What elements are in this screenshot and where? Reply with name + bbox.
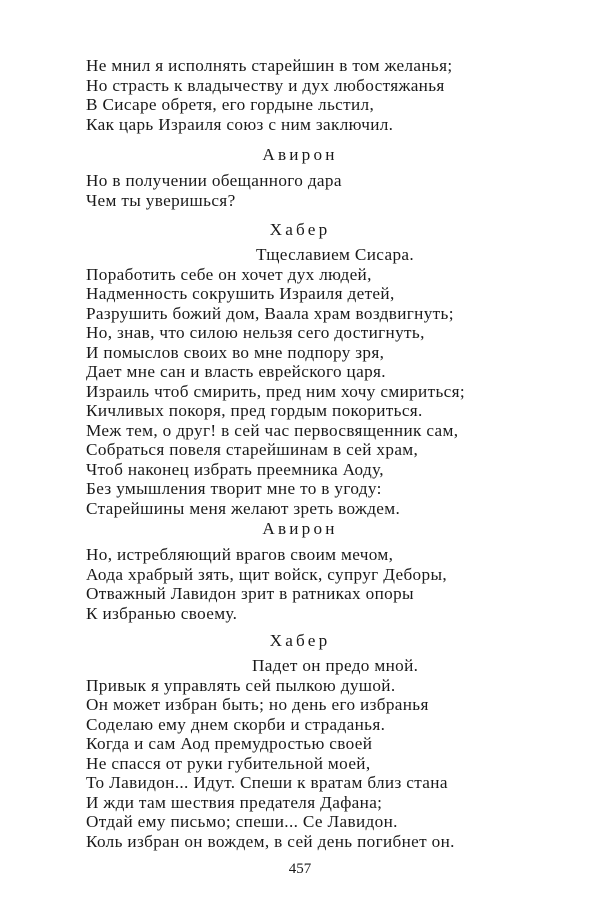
verse-line: И помыслов своих во мне подпору зря, bbox=[86, 342, 385, 362]
verse-line: Чем ты уверишься? bbox=[86, 190, 236, 210]
verse-line: Как царь Израиля союз с ним заключил. bbox=[86, 114, 394, 134]
verse-line: Соделаю ему днем скорби и страданья. bbox=[86, 714, 386, 734]
verse-line: Привык я управлять сей пылкою душой. bbox=[86, 675, 396, 695]
verse-line: Чтоб наконец избрать преемника Аоду, bbox=[86, 459, 384, 479]
verse-line: Израиль чтоб смирить, пред ним хочу смириться; bbox=[86, 381, 466, 401]
verse-line: Аода храбрый зять, щит войск, супруг Деборы, bbox=[86, 564, 447, 584]
page-number: 457 bbox=[288, 861, 312, 877]
verse-line-indented: Тщеславием Сисара. bbox=[256, 245, 415, 264]
verse-line: Без умышления творит мне то в угоду: bbox=[86, 479, 382, 498]
verse-line-indented: Падет он предо мной. bbox=[252, 656, 419, 675]
speaker-name: Хабер bbox=[269, 220, 331, 239]
speaker-name: Авирон bbox=[262, 519, 338, 538]
verse-line: Но страсть к владычеству и дух любостяжанья bbox=[86, 75, 445, 95]
verse-line: Кичливых покоря, пред гордым покориться. bbox=[86, 401, 423, 420]
verse-line: Отдай ему письмо; спеши... Се Лавидон. bbox=[86, 812, 398, 831]
verse-line: Меж тем, о друг! в сей час первосвященник сам, bbox=[86, 420, 459, 440]
verse-line: Надменность сокрушить Израиля детей, bbox=[86, 284, 395, 303]
verse-line: Разрушить божий дом, Ваала храм воздвигнуть; bbox=[86, 303, 454, 323]
verse-line: Дает мне сан и власть еврейского царя. bbox=[86, 362, 386, 381]
verse-line: Отважный Лавидон зрит в ратниках опоры bbox=[86, 584, 414, 603]
verse-line: Но, истребляющий врагов своим мечом, bbox=[86, 545, 394, 564]
verse-line: Старейшины меня желают зреть вождем. bbox=[86, 498, 401, 518]
verse-line: К избранью своему. bbox=[86, 603, 238, 623]
verse-line: Поработить себе он хочет дух людей, bbox=[86, 264, 372, 284]
verse-line: То Лавидон... Идут. Спеши к вратам близ стана bbox=[86, 773, 448, 792]
verse-line: Коль избран он вождем, в сей день погибнет он. bbox=[86, 831, 455, 851]
verse-line: В Сисаре обретя, его гордыне льстил, bbox=[86, 95, 375, 114]
verse-line: Он может избран быть; но день его избранья bbox=[86, 695, 429, 714]
verse-line: Но, знав, что силою нельзя сего достигнуть, bbox=[86, 323, 425, 342]
verse-line: Не спасся от руки губительной моей, bbox=[86, 753, 371, 773]
speaker-name: Хабер bbox=[269, 631, 331, 650]
verse-line: Но в получении обещанного дара bbox=[86, 171, 342, 190]
speaker-name: Авирон bbox=[262, 145, 338, 164]
verse-line: Когда и сам Аод премудростью своей bbox=[86, 734, 373, 753]
verse-line: Собраться повеля старейшинам в сей храм, bbox=[86, 440, 419, 459]
verse-line: И жди там шествия предателя Дафана; bbox=[86, 792, 383, 812]
verse-line: Не мнил я исполнять старейшин в том желанья; bbox=[86, 56, 453, 75]
